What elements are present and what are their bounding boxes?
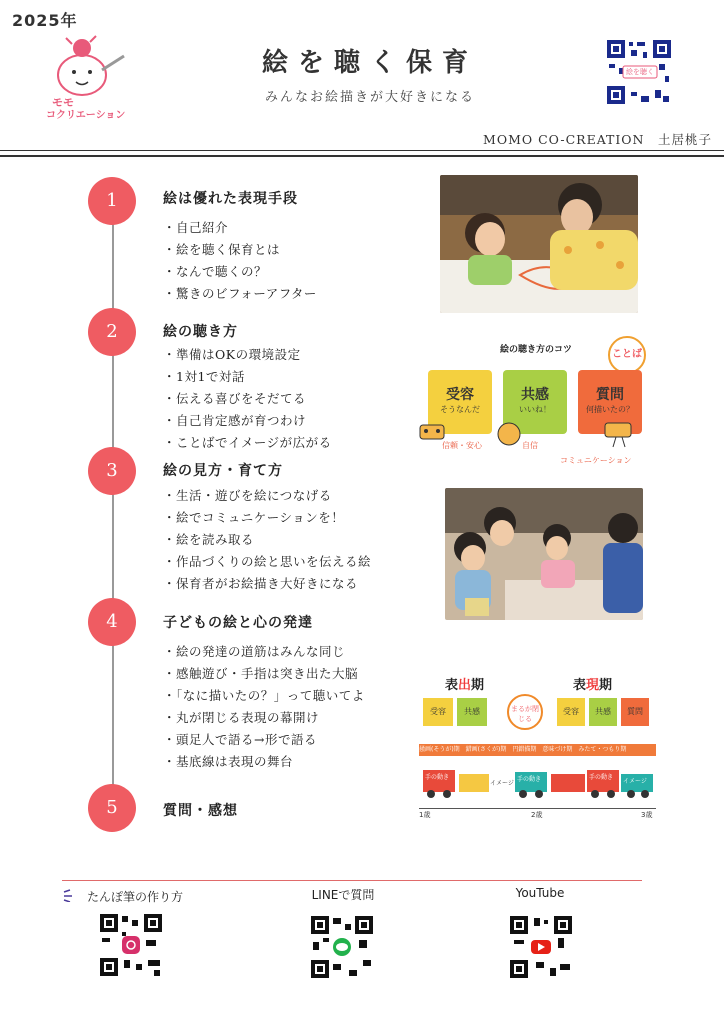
note-trust: 信頼・安心 <box>442 441 482 450</box>
train-label: 手の動き <box>517 776 542 783</box>
section-list-2 <box>163 344 332 454</box>
list-item: ・準備はOKの環境設定 <box>163 347 301 362</box>
kotoba-badge: ことば <box>608 336 646 374</box>
train-label: 手の動き <box>589 774 614 781</box>
section-number-4: 4 <box>88 598 136 646</box>
footer-label-line: LINEで質問 <box>311 888 375 902</box>
section-title-5: 質問・感想 <box>163 803 238 819</box>
list-item: ・驚きのビフォーアフター <box>163 286 317 301</box>
age-label: 1歳 <box>419 811 431 819</box>
footer-label-youtube: YouTube <box>515 886 565 900</box>
list-item: ・「なに描いたの？」って聴いてよ <box>163 688 365 703</box>
list-item: ・なんで聴くの？ <box>163 264 268 279</box>
expression-show-title: 表現期 <box>573 678 613 693</box>
section-list-1 <box>163 217 317 305</box>
section-list-4 <box>163 641 365 773</box>
svg-text:モモ: モモ <box>52 96 74 109</box>
stages-arrow: 掻画(そうが)期 錯画(さくが)期 円錯描期 意味づけ期 みたて・つもり期 <box>419 744 656 756</box>
list-item: ・生活・遊びを絵につなげる <box>163 488 332 503</box>
box-label: 共感 <box>521 387 549 403</box>
circle-closing-badge: まるが閉じる <box>507 694 543 730</box>
section-title-1: 絵は優れた表現手段 <box>163 191 298 207</box>
timeline-line <box>112 200 114 805</box>
list-item: ・保育者がお絵描き大好きになる <box>163 576 359 591</box>
box-sub: 何描いたの？ <box>586 405 634 414</box>
section-list-3 <box>163 485 371 595</box>
mini-box-juyou-2: 受容 <box>557 698 585 726</box>
infographic-development-stages <box>415 672 660 822</box>
train-label: イメージ <box>623 778 647 785</box>
section-title-3: 絵の見方・育て方 <box>163 463 283 479</box>
age-label: 3歳 <box>641 811 653 819</box>
year-label: 2025年 <box>12 11 78 30</box>
box-label: 受容 <box>446 387 474 403</box>
section-title-2: 絵の聴き方 <box>163 324 238 340</box>
box-label: 質問 <box>596 387 624 403</box>
list-item: ・作品づくりの絵と思いを伝える絵 <box>163 554 372 569</box>
list-item: ・自己肯定感が育つわけ <box>163 413 307 428</box>
expression-out-title: 表出期 <box>445 678 485 693</box>
qr-code-instagram[interactable] <box>98 912 164 978</box>
list-item: ・絵の発達の道筋はみんな同じ <box>163 644 346 659</box>
section-number-3: 3 <box>88 447 136 495</box>
page-title: 絵を聴く保育 <box>261 48 478 78</box>
footer-label-tanpo: たんぽ筆の作り方 <box>86 890 183 904</box>
page-subtitle: みんなお絵描きが大好きになる <box>264 90 475 105</box>
infographic-listening-tips <box>410 330 660 470</box>
momo-cocreation-logo <box>44 30 134 125</box>
train-label: 手の動き <box>425 774 450 781</box>
qr-caption: 絵を聴く <box>626 68 654 76</box>
list-item: ・ことばでイメージが広がる <box>163 435 332 450</box>
header-divider-thick <box>0 155 724 157</box>
sparkle-icon <box>62 888 76 902</box>
list-item: ・基底線は表現の舞台 <box>163 754 294 769</box>
box-sub: いいね！ <box>519 405 551 414</box>
list-item: ・絵でコミュニケーションを！ <box>163 510 345 525</box>
section-number-1: 1 <box>88 177 136 225</box>
footer-divider <box>62 880 642 881</box>
box-sub: そうなんだ <box>440 405 480 414</box>
section-number-2: 2 <box>88 308 136 356</box>
list-item: ・自己紹介 <box>163 220 229 235</box>
mini-box-shitsumon: 質問 <box>621 698 649 726</box>
list-item: ・丸が閉じる表現の幕開け <box>163 710 320 725</box>
qr-code-top[interactable] <box>605 38 673 106</box>
mini-box-kyoukan-2: 共感 <box>589 698 617 726</box>
list-item: ・絵を聴く保育とは <box>163 242 281 257</box>
list-item: ・絵を読み取る <box>163 532 255 547</box>
author-line: MOMO CO-CREATION 土居桃子 <box>483 132 712 147</box>
list-item: ・1対1で対話 <box>163 369 245 384</box>
list-item: ・伝える喜びをそだてる <box>163 391 307 406</box>
list-item: ・頭足人で語る→形で語る <box>163 732 317 747</box>
age-axis <box>419 808 656 809</box>
photo-child-drawing <box>440 175 638 313</box>
header-divider <box>0 150 724 151</box>
photo-children-classroom <box>445 488 643 620</box>
mini-box-kyoukan: 共感 <box>457 698 487 726</box>
communication-label: コミュニケーション <box>560 456 632 465</box>
mini-box-juyou: 受容 <box>423 698 453 726</box>
qr-code-line[interactable] <box>309 914 375 980</box>
note-confidence: 自信 <box>522 441 538 450</box>
train-label: イメージ <box>490 780 514 787</box>
qr-code-youtube[interactable] <box>508 914 574 980</box>
section-number-5: 5 <box>88 784 136 832</box>
age-label: 2歳 <box>531 811 543 819</box>
list-item: ・感触遊び・手指は突き出た大脳 <box>163 666 359 681</box>
svg-text:コクリエーション: コクリエーション <box>46 110 126 121</box>
infographic-title: 絵の聴き方のコツ <box>500 345 573 355</box>
section-title-4: 子どもの絵と心の発達 <box>163 615 313 631</box>
